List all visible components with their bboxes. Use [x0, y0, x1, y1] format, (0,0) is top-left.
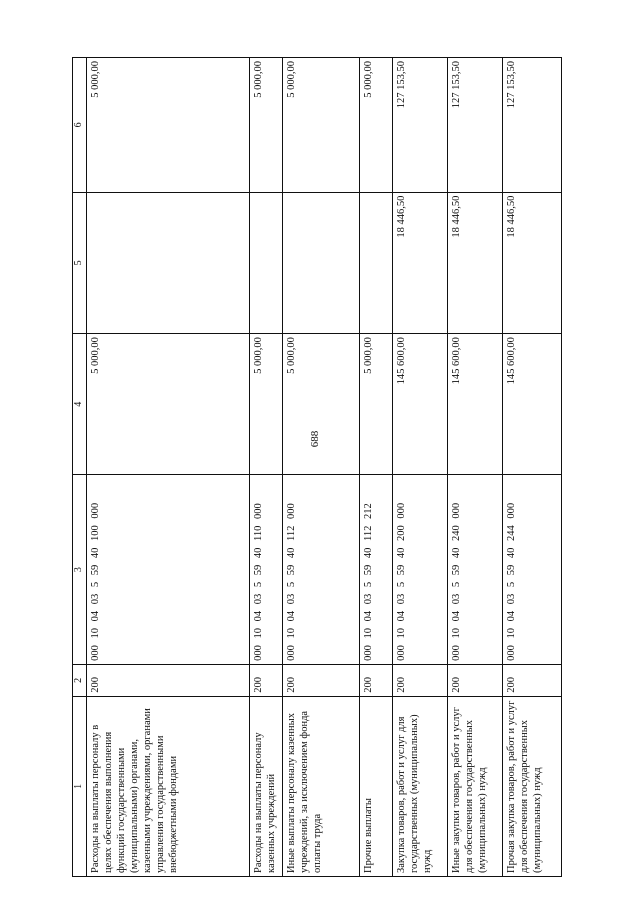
row-name: Закупка товаров, работ и услуг для государственных (муниципальных) нужд — [393, 696, 448, 876]
row-value-5: 18 446,50 — [503, 192, 562, 333]
row-name: Расходы на выплаты персоналу казенных учреждений — [250, 696, 283, 876]
row-value-4: 5 000,00 — [87, 334, 250, 475]
row-value-6: 127 153,50 — [503, 58, 562, 193]
row-code-a: 200 — [283, 664, 360, 696]
column-header: 4 — [73, 334, 87, 475]
page-number: 688 — [309, 430, 321, 448]
row-code-a: 200 — [448, 664, 503, 696]
row-code-b: 000 10 04 03 5 59 40 112 000 — [283, 475, 360, 664]
row-value-5 — [283, 192, 360, 333]
row-value-6: 127 153,50 — [448, 58, 503, 193]
table-row — [448, 58, 503, 877]
row-code-a: 200 — [503, 664, 562, 696]
row-value-6: 5 000,00 — [250, 58, 283, 193]
row-name: Иные закупки товаров, работ и услуг для обеспечения государственных (муниципальных) нужд — [448, 696, 503, 876]
row-value-6: 127 153,50 — [393, 58, 448, 193]
table-row — [360, 58, 393, 877]
table-row — [250, 58, 283, 877]
column-header: 2 — [73, 664, 87, 696]
row-value-4: 5 000,00 — [250, 334, 283, 475]
row-value-4: 5 000,00 — [360, 334, 393, 475]
table-row — [87, 58, 250, 877]
row-name: Расходы на выплаты персоналу в целях обеспечения выполнения функций государственными (муниципальными) органами, казенными учреждениями, органами управления государственными внебюджетными фондами — [87, 696, 250, 876]
row-code-b: 000 10 04 03 5 59 40 240 000 — [448, 475, 503, 664]
table-row — [283, 58, 360, 877]
column-header: 1 — [73, 696, 87, 876]
column-header: 5 — [73, 192, 87, 333]
row-value-4: 145 600,00 — [448, 334, 503, 475]
column-header: 3 — [73, 475, 87, 664]
row-value-4: 5 000,00 — [283, 334, 360, 475]
row-value-5 — [87, 192, 250, 333]
table-row — [503, 58, 562, 877]
row-value-5 — [250, 192, 283, 333]
row-code-a: 200 — [360, 664, 393, 696]
table-row — [393, 58, 448, 877]
row-code-b: 000 10 04 03 5 59 40 112 212 — [360, 475, 393, 664]
row-value-6: 5 000,00 — [360, 58, 393, 193]
row-value-5 — [360, 192, 393, 333]
row-name: Иные выплаты персоналу казенных учреждений, за исключением фонда оплаты труда — [283, 696, 360, 876]
row-code-a: 200 — [250, 664, 283, 696]
row-name: Прочие выплаты — [360, 696, 393, 876]
column-header: 6 — [73, 58, 87, 193]
budget-table — [72, 57, 562, 877]
row-code-b: 000 10 04 03 5 59 40 200 000 — [393, 475, 448, 664]
row-code-b: 000 10 04 03 5 59 40 110 000 — [250, 475, 283, 664]
row-code-a: 200 — [87, 664, 250, 696]
row-name: Прочая закупка товаров, работ и услуг для обеспечения государственных (муниципальных) нужд — [503, 696, 562, 876]
rotated-page — [72, 57, 543, 877]
row-code-b: 000 10 04 03 5 59 40 244 000 — [503, 475, 562, 664]
row-code-b: 000 10 04 03 5 59 40 100 000 — [87, 475, 250, 664]
row-value-6: 5 000,00 — [87, 58, 250, 193]
row-value-5: 18 446,50 — [393, 192, 448, 333]
header-row — [73, 58, 87, 877]
row-value-5: 18 446,50 — [448, 192, 503, 333]
row-value-6: 5 000,00 — [283, 58, 360, 193]
row-code-a: 200 — [393, 664, 448, 696]
row-value-4: 145 600,00 — [503, 334, 562, 475]
row-value-4: 145 600,00 — [393, 334, 448, 475]
